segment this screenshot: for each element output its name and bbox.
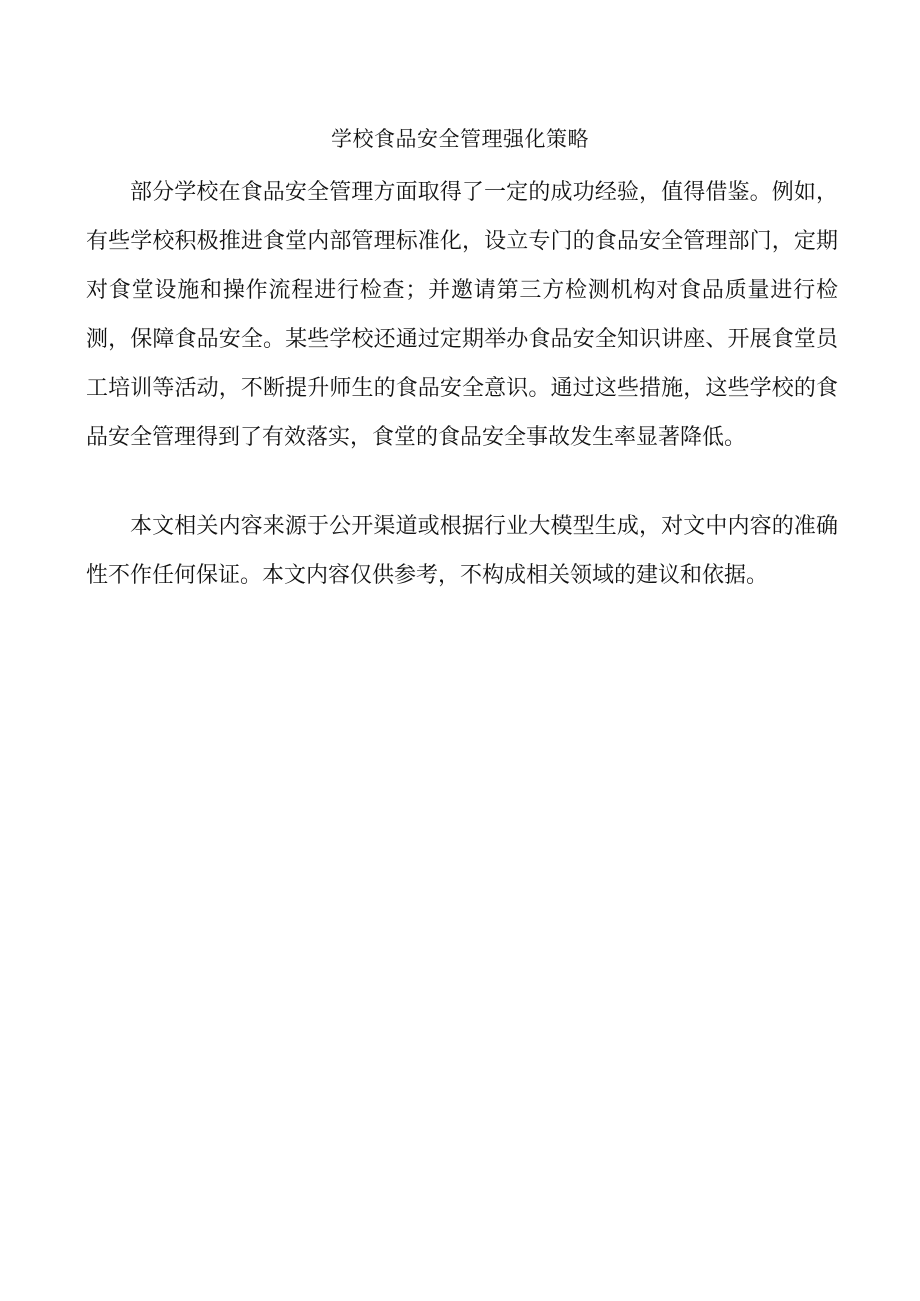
- document-title: 学校食品安全管理强化策略: [331, 127, 589, 151]
- body-paragraph: 部分学校在食品安全管理方面取得了一定的成功经验，值得借鉴。例如，有些学校积极推进食堂内部管理标准化，设立专门的食品安全管理部门，定期对食堂设施和操作流程进行检查；并邀请第三方检测机构对食品质量进行检测，保障食品安全。某些学校还通过定期举办食品安全知识讲座、开展食堂员工培训等活动，不断提升师生的食品安全意识。通过这些措施，这些学校的食品安全管理得到了有效落实，食堂的食品安全事故发生率显著降低。: [86, 180, 838, 450]
- disclaimer-paragraph: 本文相关内容来源于公开渠道或根据行业大模型生成，对文中内容的准确性不作任何保证。本文内容仅供参考，不构成相关领域的建议和依据。: [86, 514, 838, 588]
